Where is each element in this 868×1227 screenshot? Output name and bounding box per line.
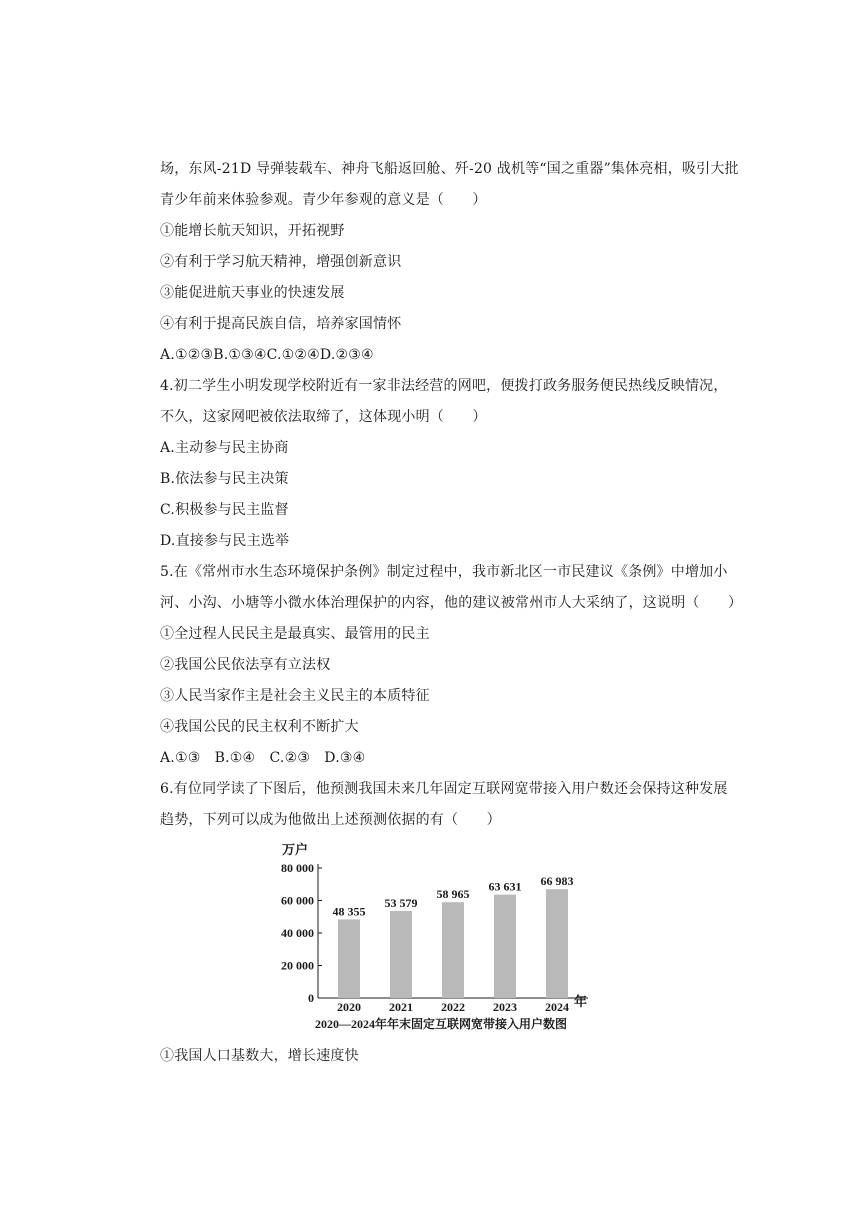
option-c: C.积极参与民主监督 [160,502,289,518]
text-line: 河、小沟、小塘等小微水体治理保护的内容，他的建议被常州市人大采纳了，这说明（ ） [160,595,743,611]
x-tick-label: 2022 [441,1000,465,1014]
answer-choices: A.①②③B.①③④C.①②④D.②③④ [160,347,374,363]
chart-title: 2020—2024年年末固定互联网宽带接入用户数图 [314,1017,568,1031]
bar-value-label: 58 965 [436,887,470,902]
question-4: 4.初二学生小明发现学校附近有一家非法经营的网吧，便拨打政务服务便民热线反映情况， [160,378,728,394]
bar-value-label: 63 631 [488,879,522,894]
bar-chart [270,838,610,1038]
option-line: ②我国公民依法享有立法权 [160,657,331,673]
broadband-users-chart [270,838,610,1038]
answer-choices: A.①③ B.①④ C.②③ D.③④ [160,750,366,766]
question-5: 5.在《常州市水生态环境保护条例》制定过程中，我市新北区一市民建议《条例》中增加小 [160,564,728,580]
option-line: ③能促进航天事业的快速发展 [160,285,345,301]
y-tick-label: 20 000 [281,958,314,973]
x-tick-label: 2020 [337,1000,361,1014]
option-line: ①能增长航天知识，开拓视野 [160,223,345,239]
option-a: A.主动参与民主协商 [160,440,289,456]
y-tick-label: 0 [308,991,314,1005]
bar-2022 [442,902,464,998]
y-tick-label: 60 000 [281,893,314,908]
y-tick-label: 40 000 [281,926,314,940]
option-b: B.依法参与民主决策 [160,471,289,487]
option-line: ①全过程人民民主是最真实、最管用的民主 [160,626,430,642]
bar-2020 [338,919,360,998]
option-line: ①我国人口基数大，增长速度快 [160,1048,359,1064]
option-line: ③人民当家作主是社会主义民主的本质特征 [160,688,430,704]
option-d: D.直接参与民主选举 [160,533,290,549]
text-line: 趋势，下列可以成为他做出上述预测依据的有（ ） [160,812,501,828]
x-tick-label: 2024 [545,1000,569,1014]
bar-value-label: 48 355 [332,904,366,919]
option-line: ④我国公民的民主权利不断扩大 [160,719,359,735]
option-line: ②有利于学习航天精神，增强创新意识 [160,254,402,270]
bar-2024 [546,889,568,998]
y-tick-label: 80 000 [281,861,314,875]
text-line: 不久，这家网吧被依法取缔了，这体现小明（ ） [160,409,487,425]
x-tick-label: 2021 [389,1000,413,1014]
x-tick-label: 2023 [493,1000,517,1014]
bar-2021 [390,911,412,998]
bar-value-label: 66 983 [540,874,574,889]
bar-2023 [494,895,516,998]
option-line: ④有利于提高民族自信，培养家国情怀 [160,316,402,332]
question-6: 6.有位同学读了下图后，他预测我国未来几年固定互联网宽带接入用户数还会保持这种发展 [160,781,728,797]
text-line: 场，东风-21D 导弹装载车、神舟飞船返回舱、歼-20 战机等“国之重器”集体亮相，吸引大批 [160,161,739,177]
bar-value-label: 53 579 [384,895,418,910]
x-axis-unit-label: 年 [574,994,588,1009]
text-line: 青少年前来体验参观。青少年参观的意义是（ ） [160,192,487,208]
y-axis-label: 万户 [282,842,309,857]
